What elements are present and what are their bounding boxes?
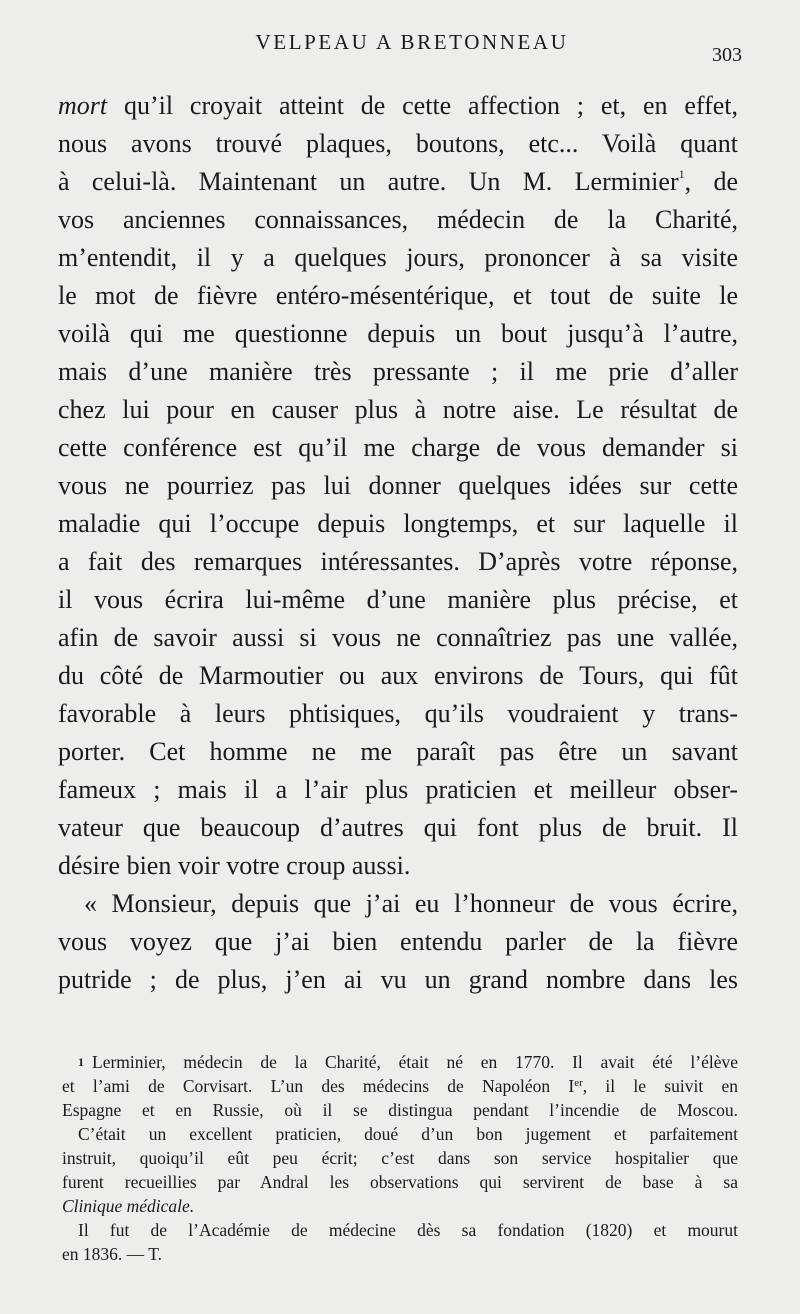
body-line: vos anciennes connaissances, médecin de la Charité, bbox=[58, 205, 738, 234]
footnote-line: Espagne et en Russie, où il se distingua pendant l’incendie de Moscou. bbox=[62, 1100, 738, 1120]
footnote-line bbox=[62, 1194, 738, 1218]
body-text bbox=[58, 87, 738, 999]
body-line-text: à celui-là. Maintenant un autre. Un M. Lerminier bbox=[58, 167, 679, 196]
footnote-line: en 1836. — T. bbox=[62, 1244, 162, 1264]
body-line bbox=[58, 87, 738, 125]
body-line: m’entendit, il y a quelques jours, prononcer à sa visite bbox=[58, 243, 738, 272]
body-line: porter. Cet homme ne me paraît pas être un savant bbox=[58, 737, 738, 766]
body-line: voilà qui me questionne depuis un bout jusqu’à l’autre, bbox=[58, 319, 738, 348]
footnote-line bbox=[62, 1050, 738, 1074]
body-line: « Monsieur, depuis que j’ai eu l’honneur de vous écrire, bbox=[84, 889, 738, 918]
footnote-line: C’était un excellent praticien, doué d’un bon jugement et parfaitement bbox=[78, 1124, 738, 1144]
italic-word: mort bbox=[58, 91, 108, 120]
footnote-line: furent recueillies par Andral les observations qui servirent de base à sa bbox=[62, 1172, 738, 1192]
running-title: VELPEAU A BRETONNEAU bbox=[255, 30, 569, 54]
body-line: nous avons trouvé plaques, boutons, etc... Voilà quant bbox=[58, 129, 738, 158]
footnote-line bbox=[62, 1074, 738, 1098]
body-line: il vous écrira lui-même d’une manière plus précise, et bbox=[58, 585, 738, 614]
body-line-text: qu’il croyait atteint de cette affection ; et, en effet, bbox=[107, 91, 738, 120]
body-line: le mot de fièvre entéro-mésentérique, et tout de suite le bbox=[58, 281, 738, 310]
footnote-line-text: Lerminier, médecin de la Charité, était né en 1770. Il avait été l’élève bbox=[92, 1052, 738, 1072]
body-line: vous ne pourriez pas lui donner quelques idées sur cette bbox=[58, 471, 738, 500]
body-line: cette conférence est qu’il me charge de vous demander si bbox=[58, 433, 738, 462]
body-line: désire bien voir votre croup aussi. bbox=[58, 851, 411, 880]
body-line: afin de savoir aussi si vous ne connaîtriez pas une vallée, bbox=[58, 623, 738, 652]
page-header bbox=[62, 30, 742, 66]
body-line: a fait des remarques intéressantes. D’après votre réponse, bbox=[58, 547, 738, 576]
body-line: vous voyez que j’ai bien entendu parler de la fièvre bbox=[58, 927, 738, 956]
footnotes bbox=[62, 1050, 738, 1266]
footnote-line: instruit, quoiqu’il eût peu écrit; c’est dans son service hospitalier que bbox=[62, 1148, 738, 1168]
body-line: putride ; de plus, j’en ai vu un grand nombre dans les bbox=[58, 965, 738, 994]
book-title: Clinique médicale. bbox=[62, 1196, 195, 1216]
body-line: du côté de Marmoutier ou aux environs de Tours, qui fût bbox=[58, 661, 738, 690]
superscript: er bbox=[574, 1077, 583, 1089]
footnote-line-text: , il le suivit en bbox=[582, 1076, 738, 1096]
body-line: chez lui pour en causer plus à notre aise. Le résultat de bbox=[58, 395, 738, 424]
body-line: fameux ; mais il a l’air plus praticien et meilleur obser- bbox=[58, 775, 738, 804]
page-number: 303 bbox=[712, 44, 742, 66]
footnote-reference: 1 bbox=[678, 167, 685, 181]
body-line-text: , de bbox=[684, 167, 738, 196]
body-line: favorable à leurs phtisiques, qu’ils voudraient y trans- bbox=[58, 699, 738, 728]
footnote-marker: 1 bbox=[78, 1055, 84, 1069]
body-line: maladie qui l’occupe depuis longtemps, et sur laquelle il bbox=[58, 509, 738, 538]
footnote-line-text: et l’ami de Corvisart. L’un des médecins de Napoléon I bbox=[62, 1076, 575, 1096]
footnote-line: Il fut de l’Académie de médecine dès sa fondation (1820) et mourut bbox=[78, 1220, 738, 1240]
body-line: mais d’une manière très pressante ; il me prie d’aller bbox=[58, 357, 738, 386]
body-line bbox=[58, 163, 738, 201]
body-line: vateur que beaucoup d’autres qui font plus de bruit. Il bbox=[58, 813, 738, 842]
